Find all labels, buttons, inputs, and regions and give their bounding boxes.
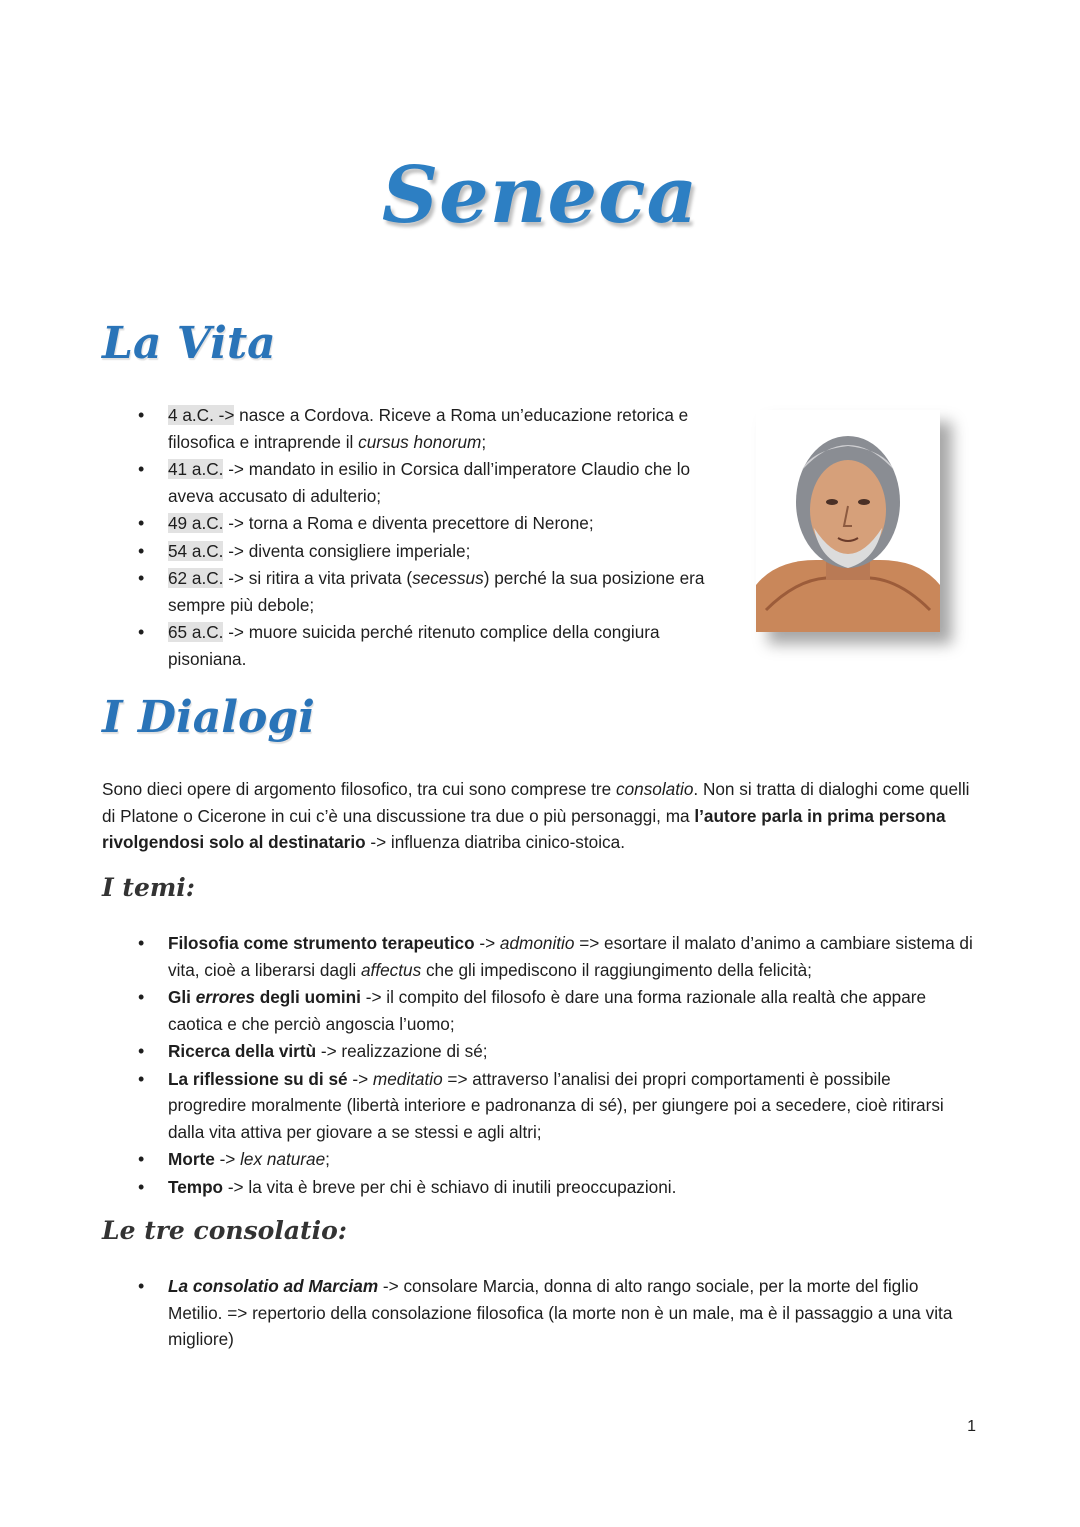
date-label: 54 a.C. [168, 540, 224, 561]
list-item: • La consolatio ad Marciam -> consolare Marcia, donna di alto rango sociale, per la morte del figlio Metilio. => repertorio della consolazione filosofica (la morte non è un male, ma è il passaggio a una vita migliore) [168, 1273, 973, 1353]
page-title: Seneca [381, 150, 699, 241]
list-item: • 41 a.C. -> mandato in esilio in Corsica dall’imperatore Claudio che lo aveva accusato di adulterio; [168, 456, 728, 509]
list-item: • Filosofia come strumento terapeutico -> admonitio => esortare il malato d’animo a cambiare sistema di vita, cioè a liberarsi dagli affectus che gli impediscono il raggiungimento della felicità; [168, 930, 973, 983]
list-item: • 65 a.C. -> muore suicida perché ritenuto complice della congiura pisoniana. [168, 619, 728, 672]
vita-list [168, 402, 728, 673]
list-item: • 49 a.C. -> torna a Roma e diventa precettore di Nerone; [168, 510, 728, 537]
date-label: 4 a.C. -> [168, 405, 235, 425]
temi-list [168, 930, 973, 1201]
date-label: 41 a.C. [168, 459, 224, 479]
list-item: • Ricerca della virtù -> realizzazione di sé; [168, 1038, 973, 1065]
list-item: • 62 a.C. -> si ritira a vita privata (secessus) perché la sua posizione era sempre più debole; [168, 565, 728, 618]
section-heading-vita: La Vita [102, 318, 276, 369]
seneca-portrait-image [756, 410, 940, 632]
list-item: • Morte -> lex naturae; [168, 1146, 973, 1173]
list-item: • La riflessione su di sé -> meditatio => attraverso l’analisi dei propri comportamenti è possibile progredire moralmente (libertà interiore e padronanza di sé), per giungere poi a secedere, cioè ritirarsi dalla vita attiva per giovare a se stessi e agli altri; [168, 1066, 973, 1146]
list-item: • 4 a.C. -> nasce a Cordova. Riceve a Roma un’educazione retorica e filosofica e intraprende il cursus honorum; [168, 402, 728, 455]
date-label: 49 a.C. [168, 513, 224, 533]
section-heading-dialogi: I Dialogi [102, 692, 315, 743]
list-item: • Tempo -> la vita è breve per chi è schiavo di inutili preoccupazioni. [168, 1174, 973, 1201]
list-item: • 54 a.C. -> diventa consigliere imperiale; [168, 538, 728, 565]
dialogi-paragraph: Sono dieci opere di argomento filosofico, tra cui sono comprese tre consolatio. Non si tratta di dialoghi come quelli di Platone o Cicerone in cui c’è una discussione tra due o più personaggi, ma l’autore parla in prima persona rivolgendosi solo al destinatario -> influenza diatriba cinico-stoica. [102, 779, 970, 852]
page-number: 1 [967, 1418, 976, 1435]
date-label: 65 a.C. [168, 622, 224, 642]
consolatio-list [168, 1273, 973, 1354]
list-item: • Gli errores degli uomini -> il compito del filosofo è dare una forma razionale alla realtà che appare caotica e che perciò angoscia l’uomo; [168, 984, 973, 1037]
subheading-consolatio: Le tre consolatio: [102, 1216, 347, 1245]
date-label: 62 a.C. [168, 568, 224, 588]
subheading-temi: I temi: [102, 873, 196, 902]
